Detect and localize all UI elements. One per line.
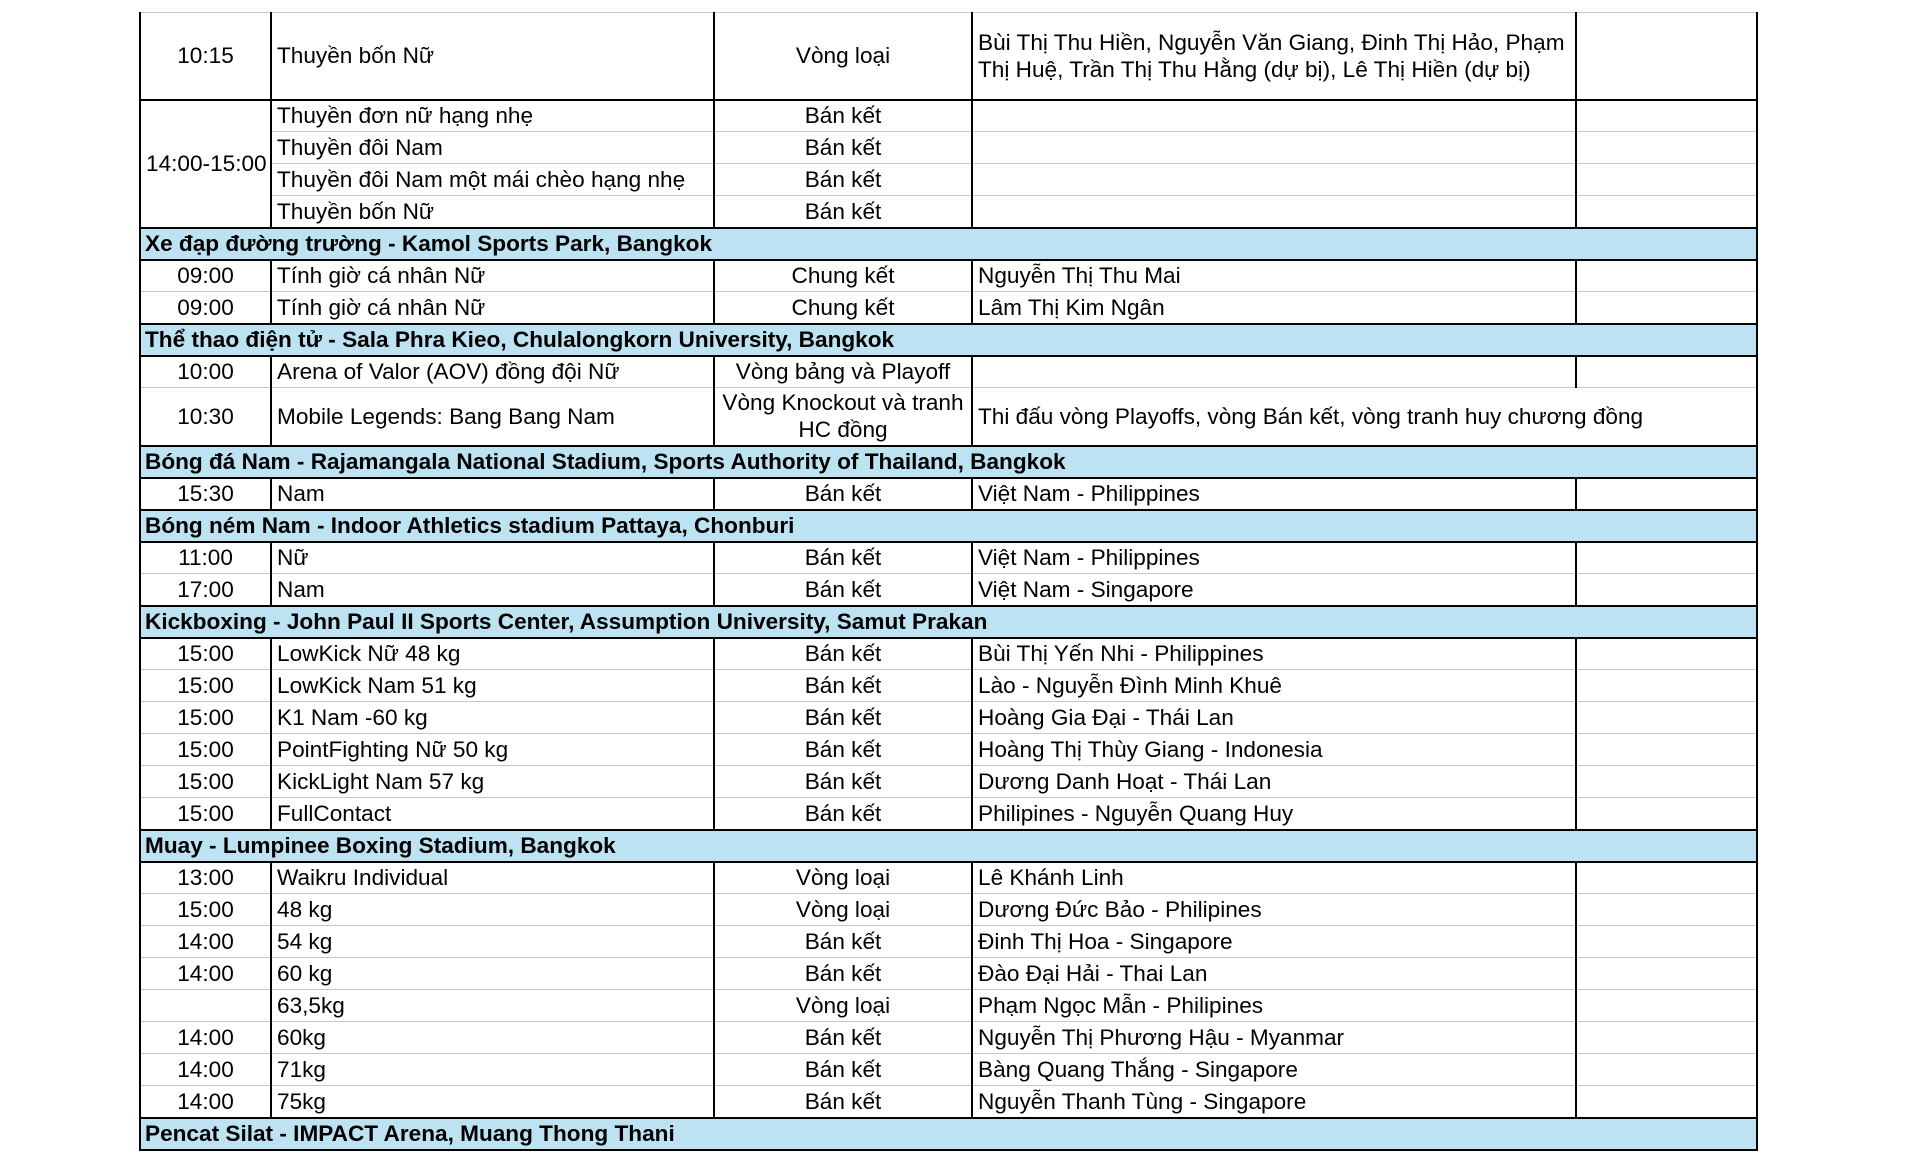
time-cell: 10:00 bbox=[140, 356, 271, 388]
time-cell: 14:00 bbox=[140, 958, 271, 990]
notes-cell bbox=[1576, 132, 1757, 164]
athletes-cell bbox=[972, 132, 1576, 164]
athletes-cell bbox=[972, 196, 1576, 228]
athletes-cell: Nguyễn Thanh Tùng - Singapore bbox=[972, 1086, 1576, 1118]
event-cell: Waikru Individual bbox=[271, 862, 714, 894]
athletes-cell: Nguyễn Thị Thu Mai bbox=[972, 260, 1576, 292]
section-header-row bbox=[140, 830, 1757, 862]
time-cell: 14:00 bbox=[140, 1054, 271, 1086]
event-cell: K1 Nam -60 kg bbox=[271, 702, 714, 734]
round-cell: Bán kết bbox=[714, 164, 972, 196]
notes-cell bbox=[1576, 478, 1757, 510]
athletes-cell bbox=[972, 100, 1576, 132]
round-cell: Bán kết bbox=[714, 1054, 972, 1086]
round-cell: Bán kết bbox=[714, 1086, 972, 1118]
athletes-cell: Việt Nam - Singapore bbox=[972, 574, 1576, 606]
time-cell: 15:00 bbox=[140, 670, 271, 702]
table-row bbox=[140, 388, 1757, 446]
round-cell: Vòng loại bbox=[714, 13, 972, 100]
time-cell: 14:00 bbox=[140, 926, 271, 958]
round-cell: Bán kết bbox=[714, 196, 972, 228]
table-row bbox=[140, 164, 1757, 196]
notes-cell bbox=[1576, 574, 1757, 606]
round-cell: Vòng loại bbox=[714, 990, 972, 1022]
round-cell: Bán kết bbox=[714, 926, 972, 958]
athletes-cell: Việt Nam - Philippines bbox=[972, 542, 1576, 574]
table-row bbox=[140, 990, 1757, 1022]
round-cell: Bán kết bbox=[714, 1022, 972, 1054]
athletes-cell bbox=[972, 164, 1576, 196]
table-row bbox=[140, 292, 1757, 324]
notes-cell bbox=[1576, 292, 1757, 324]
section-header-esports: Thể thao điện tử - Sala Phra Kieo, Chulalongkorn University, Bangkok bbox=[140, 324, 1757, 356]
table-row bbox=[140, 926, 1757, 958]
round-cell: Vòng loại bbox=[714, 862, 972, 894]
athletes-cell bbox=[972, 356, 1576, 388]
table-row bbox=[140, 260, 1757, 292]
notes-cell bbox=[1576, 164, 1757, 196]
time-cell: 14:00 bbox=[140, 1086, 271, 1118]
round-cell: Bán kết bbox=[714, 132, 972, 164]
round-cell: Bán kết bbox=[714, 734, 972, 766]
notes-cell bbox=[1576, 638, 1757, 670]
notes-cell bbox=[1576, 798, 1757, 830]
event-cell: Tính giờ cá nhân Nữ bbox=[271, 292, 714, 324]
event-cell: Thuyền bốn Nữ bbox=[271, 196, 714, 228]
time-cell bbox=[140, 990, 271, 1022]
section-header-row bbox=[140, 510, 1757, 542]
section-header-football: Bóng đá Nam - Rajamangala National Stadium, Sports Authority of Thailand, Bangkok bbox=[140, 446, 1757, 478]
event-cell: FullContact bbox=[271, 798, 714, 830]
notes-cell bbox=[1576, 1086, 1757, 1118]
round-cell: Bán kết bbox=[714, 798, 972, 830]
event-cell: Nữ bbox=[271, 542, 714, 574]
round-cell: Vòng Knockout và tranh HC đồng bbox=[714, 388, 972, 446]
athletes-cell: Lê Khánh Linh bbox=[972, 862, 1576, 894]
athletes-cell: Hoàng Thị Thùy Giang - Indonesia bbox=[972, 734, 1576, 766]
time-cell: 15:00 bbox=[140, 702, 271, 734]
athletes-cell: Việt Nam - Philippines bbox=[972, 478, 1576, 510]
event-cell: PointFighting Nữ 50 kg bbox=[271, 734, 714, 766]
time-cell: 15:00 bbox=[140, 894, 271, 926]
section-header-row bbox=[140, 446, 1757, 478]
event-cell: LowKick Nam 51 kg bbox=[271, 670, 714, 702]
table-row bbox=[140, 132, 1757, 164]
time-cell: 15:00 bbox=[140, 798, 271, 830]
event-cell: 60kg bbox=[271, 1022, 714, 1054]
athletes-cell: Bàng Quang Thắng - Singapore bbox=[972, 1054, 1576, 1086]
table-row bbox=[140, 1054, 1757, 1086]
time-cell: 15:30 bbox=[140, 478, 271, 510]
notes-cell bbox=[1576, 1054, 1757, 1086]
event-cell: 48 kg bbox=[271, 894, 714, 926]
time-cell: 17:00 bbox=[140, 574, 271, 606]
notes-cell bbox=[1576, 702, 1757, 734]
event-cell: Thuyền đôi Nam bbox=[271, 132, 714, 164]
round-cell: Bán kết bbox=[714, 542, 972, 574]
notes-cell bbox=[1576, 542, 1757, 574]
event-cell: Nam bbox=[271, 574, 714, 606]
section-header-row bbox=[140, 228, 1757, 260]
athletes-cell: Đào Đại Hải - Thai Lan bbox=[972, 958, 1576, 990]
round-cell: Bán kết bbox=[714, 958, 972, 990]
table-row bbox=[140, 356, 1757, 388]
table-row bbox=[140, 542, 1757, 574]
event-cell: Arena of Valor (AOV) đồng đội Nữ bbox=[271, 356, 714, 388]
athletes-cell: Bùi Thị Thu Hiền, Nguyễn Văn Giang, Đinh Thị Hảo, Phạm Thị Huệ, Trần Thị Thu Hằng (dự bị), Lê Thị Hiền (dự bị) bbox=[972, 13, 1576, 100]
time-cell: 15:00 bbox=[140, 734, 271, 766]
athletes-cell: Phạm Ngọc Mẫn - Philipines bbox=[972, 990, 1576, 1022]
notes-cell bbox=[1576, 670, 1757, 702]
table-row bbox=[140, 574, 1757, 606]
round-cell: Bán kết bbox=[714, 766, 972, 798]
notes-cell bbox=[1576, 958, 1757, 990]
time-cell: 10:15 bbox=[140, 13, 271, 100]
event-cell: LowKick Nữ 48 kg bbox=[271, 638, 714, 670]
table-row bbox=[140, 100, 1757, 132]
section-header-cycling: Xe đạp đường trường - Kamol Sports Park, Bangkok bbox=[140, 228, 1757, 260]
section-header-row bbox=[140, 324, 1757, 356]
time-cell: 14:00-15:00 bbox=[140, 100, 271, 228]
time-cell: 10:30 bbox=[140, 388, 271, 446]
event-cell: 54 kg bbox=[271, 926, 714, 958]
notes-cell bbox=[1576, 260, 1757, 292]
event-cell: Tính giờ cá nhân Nữ bbox=[271, 260, 714, 292]
event-cell: 71kg bbox=[271, 1054, 714, 1086]
table-row bbox=[140, 670, 1757, 702]
notes-cell bbox=[1576, 862, 1757, 894]
athletes-cell: Nguyễn Thị Phương Hậu - Myanmar bbox=[972, 1022, 1576, 1054]
time-cell: 09:00 bbox=[140, 260, 271, 292]
athletes-cell: Lâm Thị Kim Ngân bbox=[972, 292, 1576, 324]
round-cell: Vòng bảng và Playoff bbox=[714, 356, 972, 388]
round-cell: Bán kết bbox=[714, 574, 972, 606]
round-cell: Bán kết bbox=[714, 478, 972, 510]
notes-cell bbox=[1576, 766, 1757, 798]
section-header-muay: Muay - Lumpinee Boxing Stadium, Bangkok bbox=[140, 830, 1757, 862]
event-cell: Nam bbox=[271, 478, 714, 510]
section-header-handball: Bóng ném Nam - Indoor Athletics stadium Pattaya, Chonburi bbox=[140, 510, 1757, 542]
event-cell: Thuyền bốn Nữ bbox=[271, 13, 714, 100]
round-cell: Bán kết bbox=[714, 670, 972, 702]
table-row bbox=[140, 894, 1757, 926]
table-row bbox=[140, 1022, 1757, 1054]
event-cell: 63,5kg bbox=[271, 990, 714, 1022]
time-cell: 15:00 bbox=[140, 766, 271, 798]
event-cell: 60 kg bbox=[271, 958, 714, 990]
time-cell: 15:00 bbox=[140, 638, 271, 670]
table-row bbox=[140, 478, 1757, 510]
section-header-row bbox=[140, 1118, 1757, 1150]
round-cell: Bán kết bbox=[714, 702, 972, 734]
athletes-cell: Dương Danh Hoạt - Thái Lan bbox=[972, 766, 1576, 798]
time-cell: 11:00 bbox=[140, 542, 271, 574]
round-cell: Chung kết bbox=[714, 260, 972, 292]
notes-cell bbox=[1576, 196, 1757, 228]
table-row bbox=[140, 958, 1757, 990]
round-cell: Chung kết bbox=[714, 292, 972, 324]
athletes-cell: Thi đấu vòng Playoffs, vòng Bán kết, vòng tranh huy chương đồng bbox=[972, 388, 1757, 446]
notes-cell bbox=[1576, 926, 1757, 958]
notes-cell bbox=[1576, 1022, 1757, 1054]
round-cell: Bán kết bbox=[714, 638, 972, 670]
time-cell: 13:00 bbox=[140, 862, 271, 894]
notes-cell bbox=[1576, 990, 1757, 1022]
time-cell: 14:00 bbox=[140, 1022, 271, 1054]
table-row bbox=[140, 862, 1757, 894]
time-cell: 09:00 bbox=[140, 292, 271, 324]
notes-cell bbox=[1576, 894, 1757, 926]
table-row bbox=[140, 196, 1757, 228]
schedule-table bbox=[139, 12, 1758, 1151]
table-row bbox=[140, 766, 1757, 798]
table-row bbox=[140, 734, 1757, 766]
athletes-cell: Dương Đức Bảo - Philipines bbox=[972, 894, 1576, 926]
table-row bbox=[140, 638, 1757, 670]
notes-cell bbox=[1576, 734, 1757, 766]
notes-cell bbox=[1576, 100, 1757, 132]
event-cell: Mobile Legends: Bang Bang Nam bbox=[271, 388, 714, 446]
section-header-row bbox=[140, 606, 1757, 638]
athletes-cell: Philipines - Nguyễn Quang Huy bbox=[972, 798, 1576, 830]
table-row bbox=[140, 13, 1757, 100]
notes-cell bbox=[1576, 13, 1757, 100]
athletes-cell: Bùi Thị Yến Nhi - Philippines bbox=[972, 638, 1576, 670]
round-cell: Vòng loại bbox=[714, 894, 972, 926]
athletes-cell: Đinh Thị Hoa - Singapore bbox=[972, 926, 1576, 958]
round-cell: Bán kết bbox=[714, 100, 972, 132]
table-row bbox=[140, 702, 1757, 734]
athletes-cell: Hoàng Gia Đại - Thái Lan bbox=[972, 702, 1576, 734]
athletes-cell: Lào - Nguyễn Đình Minh Khuê bbox=[972, 670, 1576, 702]
event-cell: KickLight Nam 57 kg bbox=[271, 766, 714, 798]
section-header-kickboxing: Kickboxing - John Paul II Sports Center, Assumption University, Samut Prakan bbox=[140, 606, 1757, 638]
table-row bbox=[140, 1086, 1757, 1118]
event-cell: Thuyền đơn nữ hạng nhẹ bbox=[271, 100, 714, 132]
section-header-pencat-silat: Pencat Silat - IMPACT Arena, Muang Thong Thani bbox=[140, 1118, 1757, 1150]
table-row bbox=[140, 798, 1757, 830]
notes-cell bbox=[1576, 356, 1757, 388]
event-cell: 75kg bbox=[271, 1086, 714, 1118]
event-cell: Thuyền đôi Nam một mái chèo hạng nhẹ bbox=[271, 164, 714, 196]
